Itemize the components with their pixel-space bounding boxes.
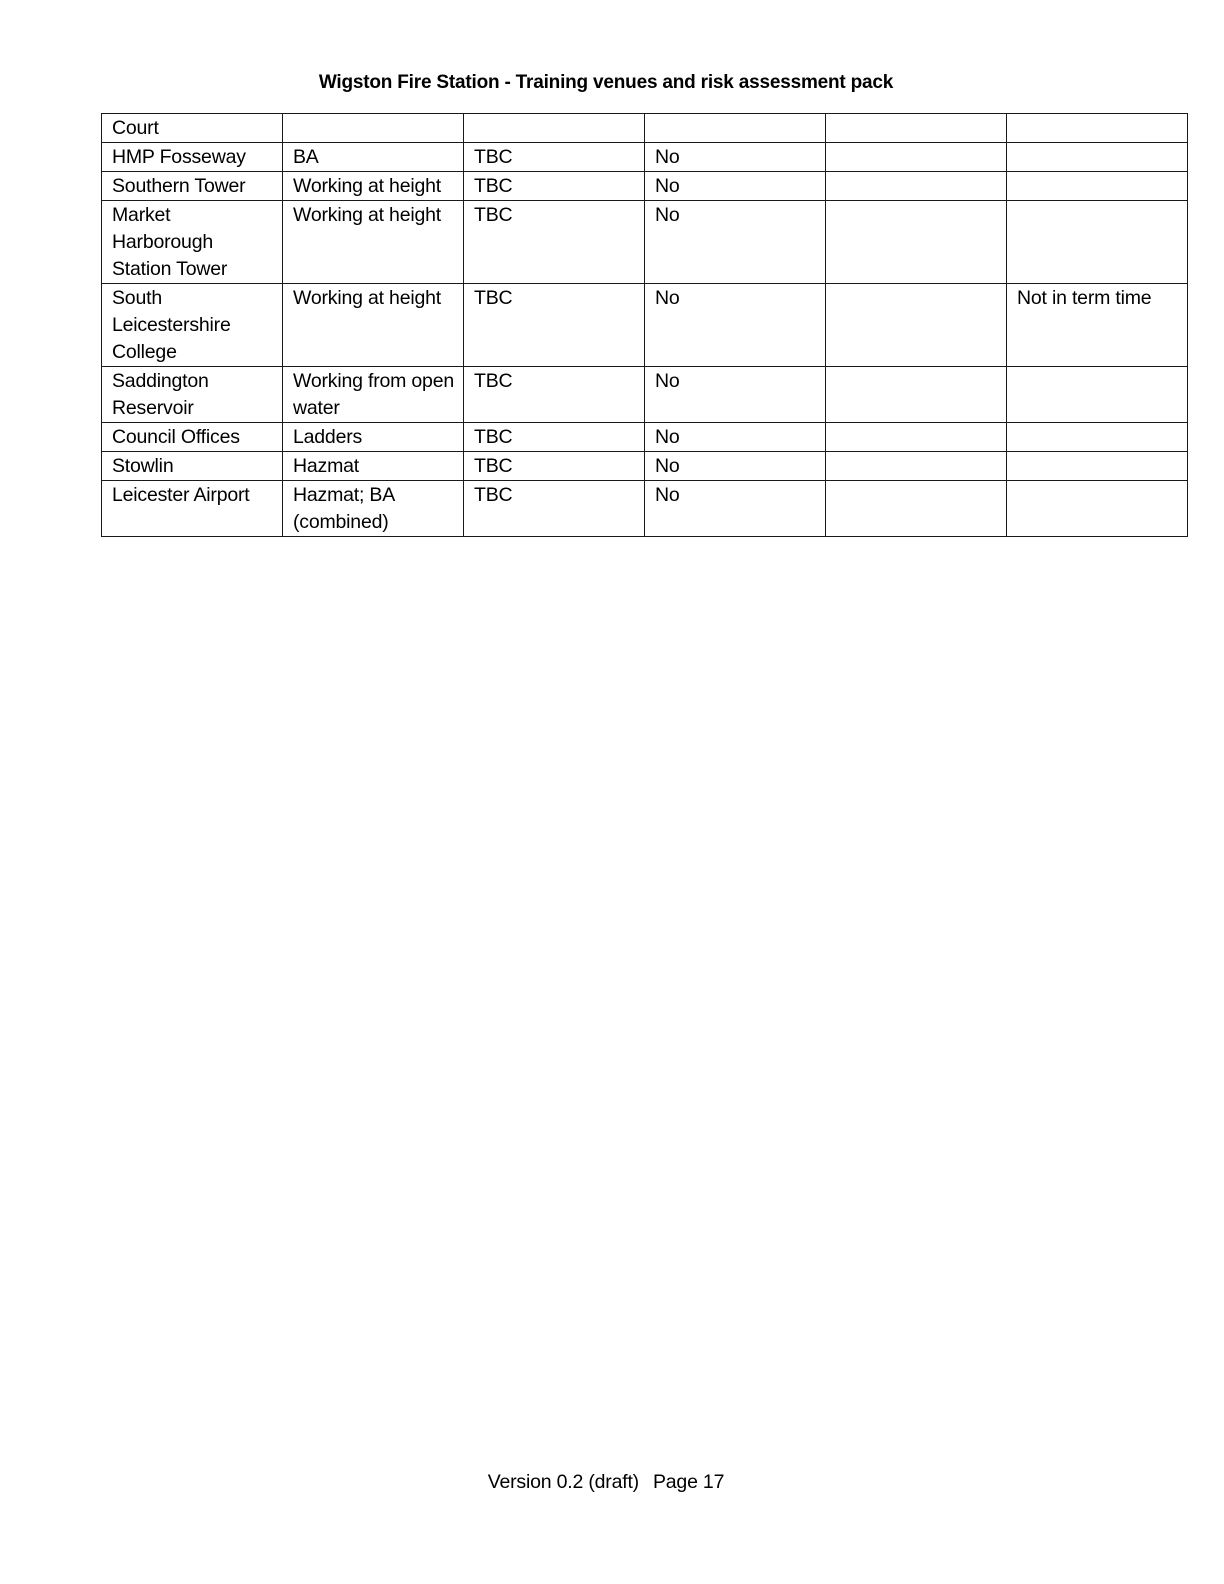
page-footer xyxy=(0,1471,1212,1494)
page-number: Page 17 xyxy=(652,1471,725,1493)
table-cell xyxy=(826,481,1007,537)
table-row xyxy=(102,172,1188,201)
table-cell: Court xyxy=(102,114,283,143)
table-cell: No xyxy=(645,452,826,481)
table-cell: TBC xyxy=(464,481,645,537)
table-cell xyxy=(826,367,1007,423)
table-cell xyxy=(826,201,1007,284)
table-cell: No xyxy=(645,481,826,537)
table-cell: Saddington Reservoir xyxy=(102,367,283,423)
document-title: Wigston Fire Station - Training venues and risk assessment pack xyxy=(318,72,894,93)
table-cell: Working at height xyxy=(283,172,464,201)
table-cell xyxy=(826,114,1007,143)
table-cell: Working at height xyxy=(283,284,464,367)
table-cell xyxy=(1007,452,1188,481)
table-cell xyxy=(826,452,1007,481)
table-cell xyxy=(1007,481,1188,537)
table-cell: TBC xyxy=(464,201,645,284)
table-cell: Southern Tower xyxy=(102,172,283,201)
table-cell xyxy=(826,284,1007,367)
table-cell: No xyxy=(645,284,826,367)
table-cell: Ladders xyxy=(283,423,464,452)
table-cell xyxy=(283,114,464,143)
table-cell: Working at height xyxy=(283,201,464,284)
table-cell: Working from open water xyxy=(283,367,464,423)
table-cell xyxy=(1007,367,1188,423)
table-cell: Council Offices xyxy=(102,423,283,452)
table-cell: TBC xyxy=(464,452,645,481)
version-label: Version 0.2 (draft) xyxy=(487,1471,639,1493)
table-cell: Hazmat xyxy=(283,452,464,481)
table-cell: Stowlin xyxy=(102,452,283,481)
table-cell: TBC xyxy=(464,284,645,367)
table-row xyxy=(102,481,1188,537)
table-cell: No xyxy=(645,201,826,284)
table-cell: BA xyxy=(283,143,464,172)
table-cell: No xyxy=(645,367,826,423)
training-venues-table xyxy=(101,113,1188,537)
table-cell xyxy=(826,172,1007,201)
table-cell: No xyxy=(645,172,826,201)
table-cell: TBC xyxy=(464,367,645,423)
table-cell: TBC xyxy=(464,143,645,172)
table-row xyxy=(102,452,1188,481)
table-cell: Market Harborough Station Tower xyxy=(102,201,283,284)
table-cell: TBC xyxy=(464,423,645,452)
table-cell xyxy=(1007,423,1188,452)
table-cell xyxy=(464,114,645,143)
table-row xyxy=(102,284,1188,367)
table-cell xyxy=(1007,143,1188,172)
table-row xyxy=(102,367,1188,423)
table-cell xyxy=(826,143,1007,172)
table-cell xyxy=(1007,172,1188,201)
table-cell: No xyxy=(645,143,826,172)
table-row xyxy=(102,143,1188,172)
table-cell xyxy=(1007,201,1188,284)
table-cell: Hazmat; BA (combined) xyxy=(283,481,464,537)
table-cell xyxy=(645,114,826,143)
table-cell: Leicester Airport xyxy=(102,481,283,537)
table-cell: Not in term time xyxy=(1007,284,1188,367)
table-row xyxy=(102,114,1188,143)
table-cell: HMP Fosseway xyxy=(102,143,283,172)
table-cell xyxy=(826,423,1007,452)
table-cell: TBC xyxy=(464,172,645,201)
table-cell xyxy=(1007,114,1188,143)
table-cell: No xyxy=(645,423,826,452)
table-row xyxy=(102,201,1188,284)
table-cell: South Leicestershire College xyxy=(102,284,283,367)
table-row xyxy=(102,423,1188,452)
table-body xyxy=(102,114,1188,537)
